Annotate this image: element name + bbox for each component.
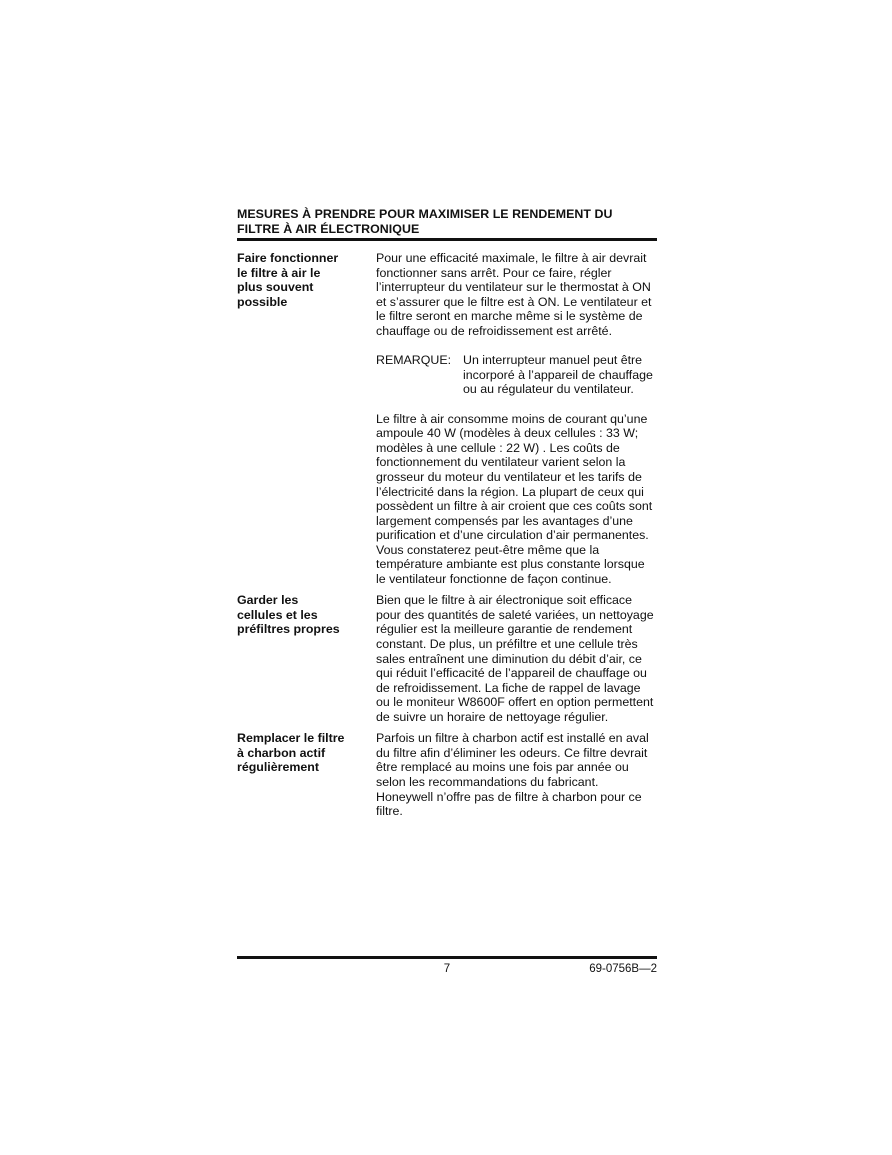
label-line: le filtre à air le — [237, 265, 321, 280]
heading-line-1: MESURES À PRENDRE POUR MAXIMISER LE RENDEMENT DU — [237, 207, 613, 221]
label-line: Remplacer le filtre — [237, 731, 345, 746]
label-line: cellules et les — [237, 607, 318, 622]
section-body — [376, 593, 657, 739]
section-body — [376, 251, 657, 601]
label-line: régulièrement — [237, 760, 319, 775]
heading-rule — [237, 238, 657, 241]
paragraph: Le filtre à air consomme moins de courant qu’une ampoule 40 W (modèles à deux cellules : 33 W; modèles à une cellule : 22 W) . Les coûts de fonctionnement du ventilateur varient selon la grosseur du moteur du ventilateur et les tarifs de l’électricité dans la région. La plupart de ceux qui possèdent un filtre à air croient que ces coûts sont largement compensés par les avantages d’une purification et d’une circulation d’air permanentes. Vous constaterez peut-être même que la température ambiante est plus constante lorsque le ventilateur fonctionne de façon continue. — [376, 411, 653, 587]
page-number: 7 — [443, 963, 451, 975]
note-text: Un interrupteur manuel peut être incorporé à l’appareil de chauffage ou au régulateur du ventilateur. — [463, 353, 653, 397]
label-line: possible — [237, 294, 288, 309]
section-replace-carbon — [237, 731, 657, 833]
section-keep-clean — [237, 593, 657, 739]
label-line: Garder les — [237, 593, 299, 608]
label-line: Faire fonctionner — [237, 251, 339, 265]
footer-row — [237, 963, 657, 983]
section-heading — [237, 207, 657, 238]
note — [376, 353, 657, 397]
section-run-filter — [237, 251, 657, 601]
label-line: plus souvent — [237, 280, 314, 295]
document-page — [237, 207, 657, 833]
section-label — [237, 251, 376, 601]
page-footer — [237, 956, 657, 983]
heading-line-2: FILTRE À AIR ÉLECTRONIQUE — [237, 222, 420, 236]
paragraph: Bien que le filtre à air électronique soit efficace pour des quantités de saleté variées, un nettoyage régulier est la meilleure garantie de rendement constant. De plus, un préfiltre et une cellule très sales entraînent une diminution du débit d’air, ce qui réduit l’efficacité de l’appareil de chauffage ou de refroidissement. La fiche de rappel de lavage ou le moniteur W8600F offert en option permettent de suivre un horaire de nettoyage régulier. — [376, 593, 654, 724]
section-label — [237, 593, 376, 739]
label-line: préfiltres propres — [237, 622, 340, 637]
paragraph: Pour une efficacité maximale, le filtre à air devrait fonctionner sans arrêt. Pour ce faire, régler l’interrupteur du ventilateur sur le thermostat à ON et s’assurer que le filtre est à ON. Le ventilateur et le filtre seront en marche même si le système de chauffage ou de refroidissement est arrêté. — [376, 251, 652, 338]
paragraph: Parfois un filtre à charbon actif est installé en aval du filtre afin d’éliminer les odeurs. Ce filtre devrait être remplacé au moins une fois par année ou selon les recommandations du fabricant. Honeywell n’offre pas de filtre à charbon pour ce filtre. — [376, 731, 649, 819]
footer-rule — [237, 956, 657, 959]
document-number: 69-0756B—2 — [589, 963, 657, 975]
section-label — [237, 731, 376, 833]
note-label: REMARQUE: — [376, 353, 452, 368]
section-body — [376, 731, 657, 833]
label-line: à charbon actif — [237, 745, 326, 760]
